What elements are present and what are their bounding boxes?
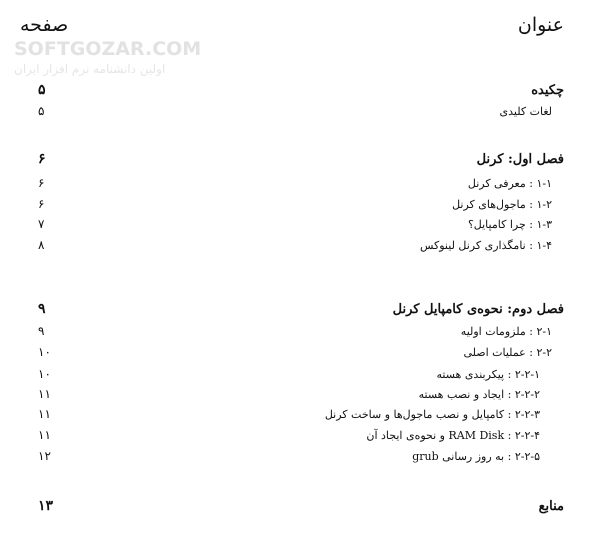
toc-entry[interactable] [0,323,600,343]
toc-entry-page-number: ۱۱ [38,428,51,442]
watermark-logo: SOFTGOZAR.COM [14,38,202,60]
toc-entry-title: منابع [538,499,564,514]
toc-entry[interactable] [0,175,600,195]
toc-entry[interactable] [0,386,600,406]
toc-entry[interactable] [0,103,600,123]
toc-chapter-entry[interactable] [0,497,600,517]
toc-entry-page-number: ۱۰ [38,367,51,381]
toc-entry-page-number: ۱۱ [38,387,51,401]
toc-entry-title: فصل اول: کرنل [476,152,564,167]
toc-entry-title: چکیده [531,83,564,98]
toc-entry-page-number: ۹ [38,301,46,317]
toc-entry-page-number: ۶ [38,151,46,167]
toc-entry-page-number: ۶ [38,176,45,190]
toc-entry[interactable] [0,448,600,468]
watermark-tagline: اولین دانشنامه نرم افزار ایران [14,62,166,76]
toc-entry-title: ۱-۲ : ماجول‌های کرنل [452,198,552,211]
toc-entry-page-number: ۵ [38,82,46,98]
toc-entry-title: ۲-۲ : عملیات اصلی [463,346,552,359]
toc-entry-title: ۲-۱ : ملزومات اولیه [460,325,552,338]
toc-chapter-entry[interactable] [0,300,600,320]
toc-entry[interactable] [0,237,600,257]
toc-entry[interactable] [0,196,600,216]
toc-entry-title: ۱-۳ : چرا کامپایل؟ [467,218,552,231]
toc-entry-title: ۲-۲-۱ : پیکربندی هسته [436,368,540,381]
toc-entry-page-number: ۱۱ [38,407,51,421]
toc-entry-title: ۲-۲-۴ : RAM Disk و نحوه‌ی ایجاد آن [366,429,540,442]
toc-entry[interactable] [0,406,600,426]
toc-entry-page-number: ۸ [38,238,45,252]
toc-entry-page-number: ۶ [38,197,45,211]
toc-entry[interactable] [0,216,600,236]
toc-entry-page-number: ۱۳ [38,498,54,514]
toc-page-column-header: صفحه [20,14,69,36]
toc-entry-page-number: ۱۲ [38,449,51,463]
toc-title-column-header: عنوان [517,14,564,36]
toc-entry-title: ۱-۴ : نامگذاری کرنل لینوکس [419,239,552,252]
toc-entry[interactable] [0,366,600,386]
toc-entry-title: ۲-۲-۵ : به روز رسانی grub [412,450,540,463]
toc-entry[interactable] [0,344,600,364]
toc-entry-title: ۲-۲-۲ : ایجاد و نصب هسته [418,388,540,401]
toc-entry-page-number: ۹ [38,324,45,338]
toc-entry-title: لغات کلیدی [499,105,552,118]
toc-chapter-entry[interactable] [0,81,600,101]
toc-entry-page-number: ۷ [38,217,45,231]
toc-entry-page-number: ۵ [38,104,45,118]
toc-entry-title: فصل دوم: نحوه‌ی کامپایل کرنل [392,302,564,317]
toc-entry-page-number: ۱۰ [38,345,51,359]
toc-entry[interactable] [0,427,600,447]
toc-entry-title: ۱-۱ : معرفی کرنل [467,177,552,190]
toc-chapter-entry[interactable] [0,150,600,170]
toc-entry-title: ۲-۲-۳ : کامپایل و نصب ماجول‌ها و ساخت کرنل [324,408,540,421]
